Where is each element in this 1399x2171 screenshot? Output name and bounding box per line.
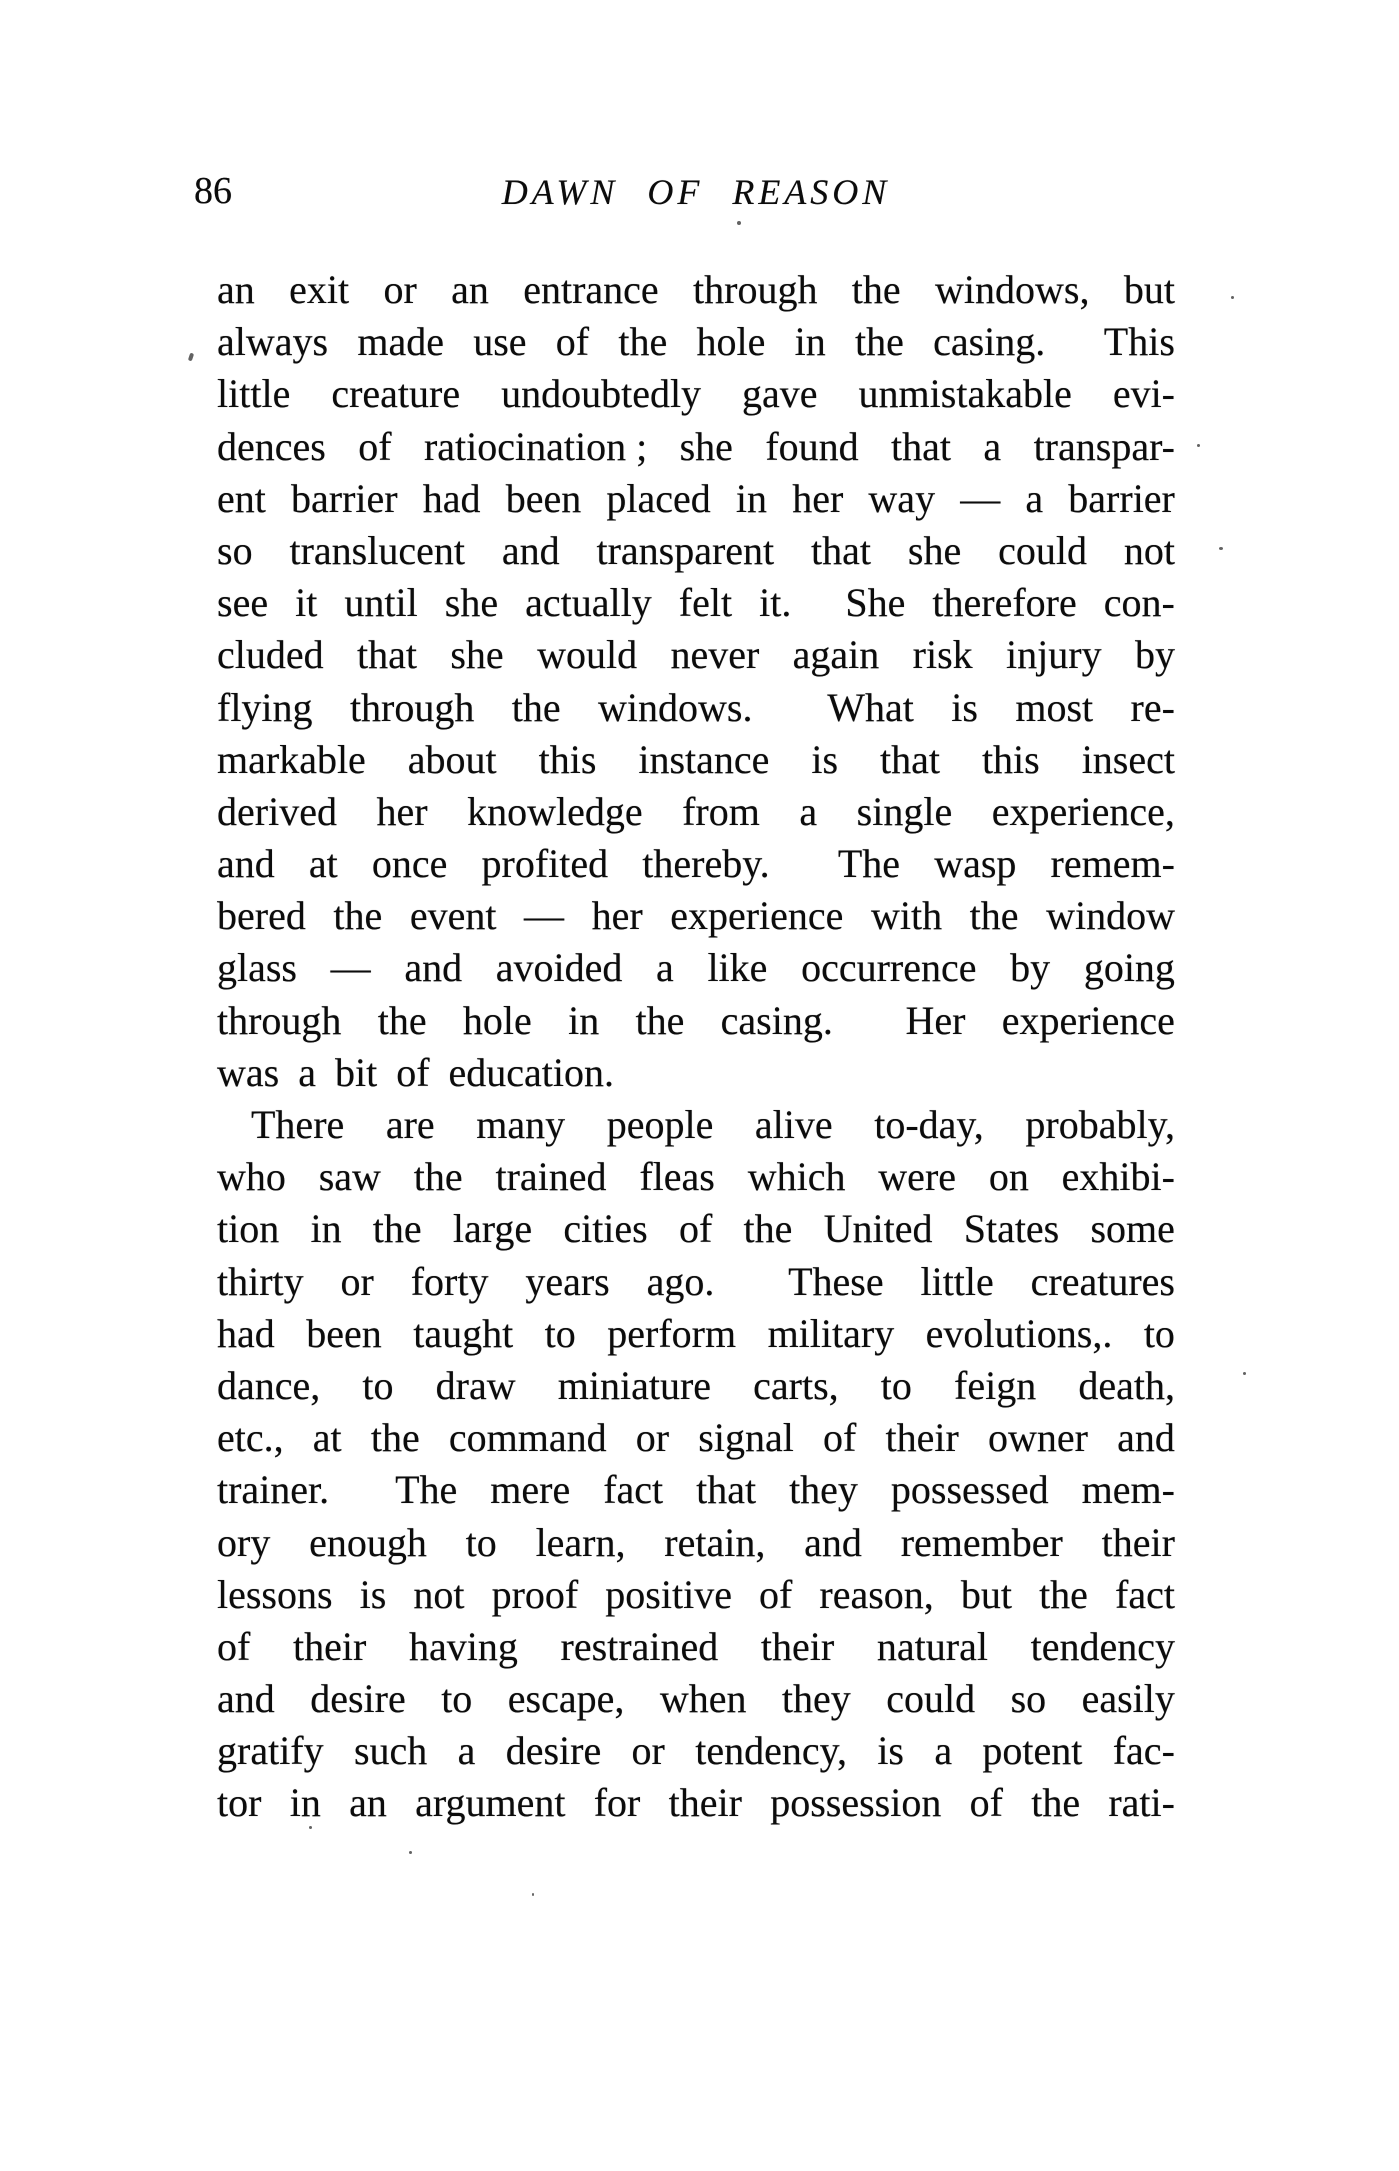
text-line: tor in an argument for their possession of the rati- xyxy=(217,1780,1175,1826)
text-line: was a bit of education. xyxy=(217,1049,614,1095)
text-line: etc., at the command or signal of their owner and xyxy=(217,1415,1175,1461)
text-line: through the hole in the casing. Her experience xyxy=(217,997,1175,1043)
text-line: flying through the windows. What is most re- xyxy=(217,684,1175,730)
text-line: who saw the trained fleas which were on exhibi- xyxy=(217,1154,1175,1200)
text-line: glass — and avoided a like occurrence by going xyxy=(217,945,1175,991)
text-line: bered the event — her experience with the window xyxy=(217,893,1175,939)
scan-speck xyxy=(737,221,741,225)
text-line: dences of ratiocination ; she found that a transpar- xyxy=(217,423,1175,469)
text-line: and at once profited thereby. The wasp remem- xyxy=(217,841,1175,887)
text-line: trainer. The mere fact that they possessed mem- xyxy=(217,1467,1175,1513)
page-number: 86 xyxy=(194,170,232,212)
page-header xyxy=(0,171,1399,217)
text-line: markable about this instance is that this insect xyxy=(217,736,1175,782)
scan-speck xyxy=(1243,1372,1246,1375)
text-line: ent barrier had been placed in her way — a barrier xyxy=(217,475,1175,521)
text-line: cluded that she would never again risk injury by xyxy=(217,632,1175,678)
scan-speck xyxy=(1231,296,1234,299)
scan-speck xyxy=(532,1893,534,1896)
scan-speck xyxy=(188,353,194,362)
text-line: derived her knowledge from a single experience, xyxy=(217,788,1175,834)
scan-speck xyxy=(309,1826,312,1829)
text-block xyxy=(217,264,1175,1830)
text-line: lessons is not proof positive of reason, but the fact xyxy=(217,1571,1175,1617)
text-line: thirty or forty years ago. These little creatures xyxy=(217,1258,1175,1304)
running-title: DAWN OF REASON xyxy=(501,172,891,212)
text-line: see it until she actually felt it. She therefore con- xyxy=(217,580,1175,626)
text-line: of their having restrained their natural tendency xyxy=(217,1623,1175,1669)
text-line: so translucent and transparent that she could not xyxy=(217,527,1175,573)
text-line: an exit or an entrance through the windows, but xyxy=(217,267,1175,312)
text-line: little creature undoubtedly gave unmistakable evi- xyxy=(217,371,1175,417)
text-line: dance, to draw miniature carts, to feign death, xyxy=(217,1362,1175,1408)
text-line: ory enough to learn, retain, and remember their xyxy=(217,1519,1175,1565)
text-line: always made use of the hole in the casing. This xyxy=(217,319,1175,365)
scan-speck xyxy=(1197,444,1200,447)
text-line: tion in the large cities of the United States some xyxy=(217,1206,1175,1252)
text-line: gratify such a desire or tendency, is a potent fac- xyxy=(217,1728,1175,1774)
text-line: had been taught to perform military evolutions,. to xyxy=(217,1310,1175,1356)
scan-speck xyxy=(1219,547,1223,550)
scan-speck xyxy=(409,1851,412,1854)
text-line: There are many people alive to-day, probably, xyxy=(251,1102,1175,1147)
text-line: and desire to escape, when they could so easily xyxy=(217,1676,1175,1722)
